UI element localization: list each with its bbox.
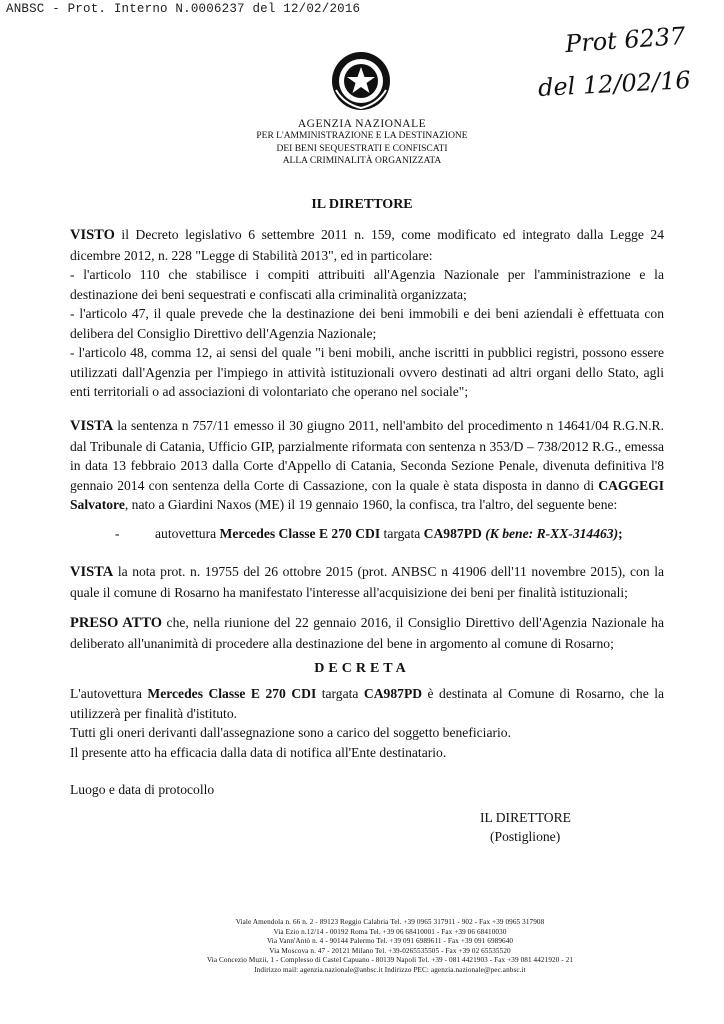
visto-section bbox=[70, 225, 664, 402]
visto-item-2: - l'articolo 47, il quale prevede che la destinazione dei beni immobili e dei beni aziendali è effettuata con delibera del Consiglio Direttivo dell'Agenzia Nazionale; bbox=[70, 306, 664, 341]
document-title: IL DIRETTORE bbox=[311, 197, 413, 212]
car-plate: CA987PD bbox=[423, 526, 482, 541]
decree-car-plate: CA987PD bbox=[363, 686, 423, 701]
agency-subtitle-1: PER L'AMMINISTRAZIONE E LA DESTINAZIONE bbox=[256, 131, 468, 142]
footer-addresses bbox=[140, 918, 640, 975]
preso-text: che, nella riunione del 22 gennaio 2016, il Consiglio Direttivo dell'Agenzia Nazionale ha deliberato all'unanimità di procedere alla destinazione del bene in argomento al comune di Rosarno; bbox=[70, 615, 664, 651]
decreta-heading: DECRETA bbox=[314, 661, 410, 676]
defendant-name: CAGGEGI Salvatore bbox=[70, 477, 664, 512]
decree-text-b: targata bbox=[316, 686, 364, 701]
preso-atto-section bbox=[70, 613, 664, 653]
footer-line-4: Via Moscova n. 47 - 20121 Milano Tel. +39-0265535505 - Fax +39 02 65535520 bbox=[269, 946, 511, 955]
visto-lead: VISTO bbox=[70, 227, 115, 243]
signature-role: IL DIRETTORE bbox=[480, 810, 571, 825]
decree-line-3: Il presente atto ha efficacia dalla data di notifica all'Ente destinatario. bbox=[70, 744, 447, 760]
visto-item-1: - l'articolo 110 che stabilisce i compiti attribuiti all'Agenzia Nazionale per l'amministrazione e la destinazione dei beni sequestrati e confiscati alla criminalità organizzata; bbox=[70, 267, 664, 302]
bullet-text-b: targata bbox=[380, 526, 424, 541]
bullet-text-a: autovettura bbox=[155, 526, 220, 541]
decree-car-model: Mercedes Classe E 270 CDI bbox=[147, 686, 317, 701]
footer-line-3: Via Vann'Antò n. 4 - 90144 Palermo Tel. +39 091 6989611 - Fax +39 091 6989640 bbox=[266, 937, 514, 945]
agency-subtitle-2: DEI BENI SEQUESTRATI E CONFISCATI bbox=[276, 143, 448, 154]
bullet-dash: - bbox=[115, 526, 120, 541]
handwritten-protocol-date: del 12/02/16 bbox=[537, 66, 692, 102]
vista-text-b: , nato a Giardini Naxos (ME) il 19 gennaio 1960, la confisca, tra l'altro, del seguente bene: bbox=[124, 497, 618, 512]
agency-name: AGENZIA NAZIONALE bbox=[297, 118, 427, 130]
place-date-line: Luogo e data di protocollo bbox=[70, 782, 215, 797]
vista2-lead: VISTA bbox=[70, 564, 114, 580]
emblem-icon bbox=[330, 50, 392, 112]
decree-text-a: L'autovettura bbox=[70, 686, 148, 701]
decree-line-2: Tutti gli oneri derivanti dall'assegnazione sono a carico del soggetto beneficiario. bbox=[70, 725, 511, 740]
bullet-end: ; bbox=[618, 526, 623, 541]
decree-text-c: è destinata al Comune di Rosarno, che la utilizzerà per finalità d'istituto. bbox=[70, 686, 665, 721]
vista-lead: VISTA bbox=[70, 418, 114, 434]
car-model: Mercedes Classe E 270 CDI bbox=[219, 526, 381, 541]
protocol-stamp: ANBSC - Prot. Interno N.0006237 del 12/02/2016 bbox=[6, 2, 361, 16]
visto-item-3: - l'articolo 48, comma 12, ai sensi del quale "i beni mobili, anche iscritti in pubblici registri, possono essere utilizzati dall'Agenzia per l'impiego in attività istituzionali ovvero destinati ad altri organi dello Stato, agli enti territoriali o ad associazioni di volontariato che operano nel sociale"; bbox=[70, 345, 664, 399]
agency-header bbox=[240, 118, 484, 167]
vista-sentence-section bbox=[70, 416, 664, 515]
vista2-text: la nota prot. n. 19755 del 26 ottobre 2015 (prot. ANBSC n 41906 dell'11 novembre 2015), con la quale il comune di Rosarno ha manifestato l'interesse all'acquisizione dei beni per finalità istituzionali; bbox=[70, 564, 664, 600]
preso-lead: PRESO ATTO bbox=[70, 615, 163, 631]
vista-text-a: la sentenza n 757/11 emesso il 30 giugno 2011, nell'ambito del procedimento n 14641/04 R.G.N.R. dal Tribunale di Catania, Ufficio GIP, parzialmente riformata con sentenza n 353/D – 738/2012 R.G., emessa in data 13 febbraio 2013 dalla Corte d'Appello di Catania, Seconda Sezione Penale, divenuta definitiva l'8 gennaio 2014 con sentenza della Corte di Cassazione, con la quale è stata disposta in danno di bbox=[70, 418, 664, 493]
confiscated-good-item bbox=[115, 526, 623, 542]
signature-name: (Postiglione) bbox=[490, 829, 561, 844]
good-code: (K bene: R-XX-314463) bbox=[481, 526, 619, 541]
visto-text: il Decreto legislativo 6 settembre 2011 n. 159, come modificato ed integrato dalla Legge 24 dicembre 2012, n. 228 "Legge di Stabilità 2013", ed in particolare: bbox=[70, 227, 664, 263]
footer-line-1: Viale Amendola n. 66 n. 2 - 89123 Reggio Calabria Tel. +39 0965 317911 - 902 - Fax +39 0965 317908 bbox=[235, 918, 545, 926]
footer-line-5: Via Concezio Muzii, 1 - Complesso di Castel Capuano - 80139 Napoli Tel. +39 - 081 4421903 - Fax +39 081 4421920 - 21 bbox=[206, 956, 574, 964]
signature-block bbox=[480, 808, 571, 846]
footer-line-6: Indirizzo mail: agenzia.nazionale@anbsc.it Indirizzo PEC: agenzia.nazionale@pec.anbsc.it bbox=[254, 965, 526, 974]
footer-line-2: Via Ezio n.12/14 - 00192 Roma Tel. +39 06 68410001 - Fax +39 06 68410030 bbox=[273, 927, 507, 936]
vista-note-section bbox=[70, 562, 664, 602]
handwritten-protocol-number: Prot 6237 bbox=[564, 21, 687, 59]
decree-section bbox=[70, 684, 664, 762]
agency-subtitle-3: ALLA CRIMINALITÀ ORGANIZZATA bbox=[282, 155, 442, 166]
